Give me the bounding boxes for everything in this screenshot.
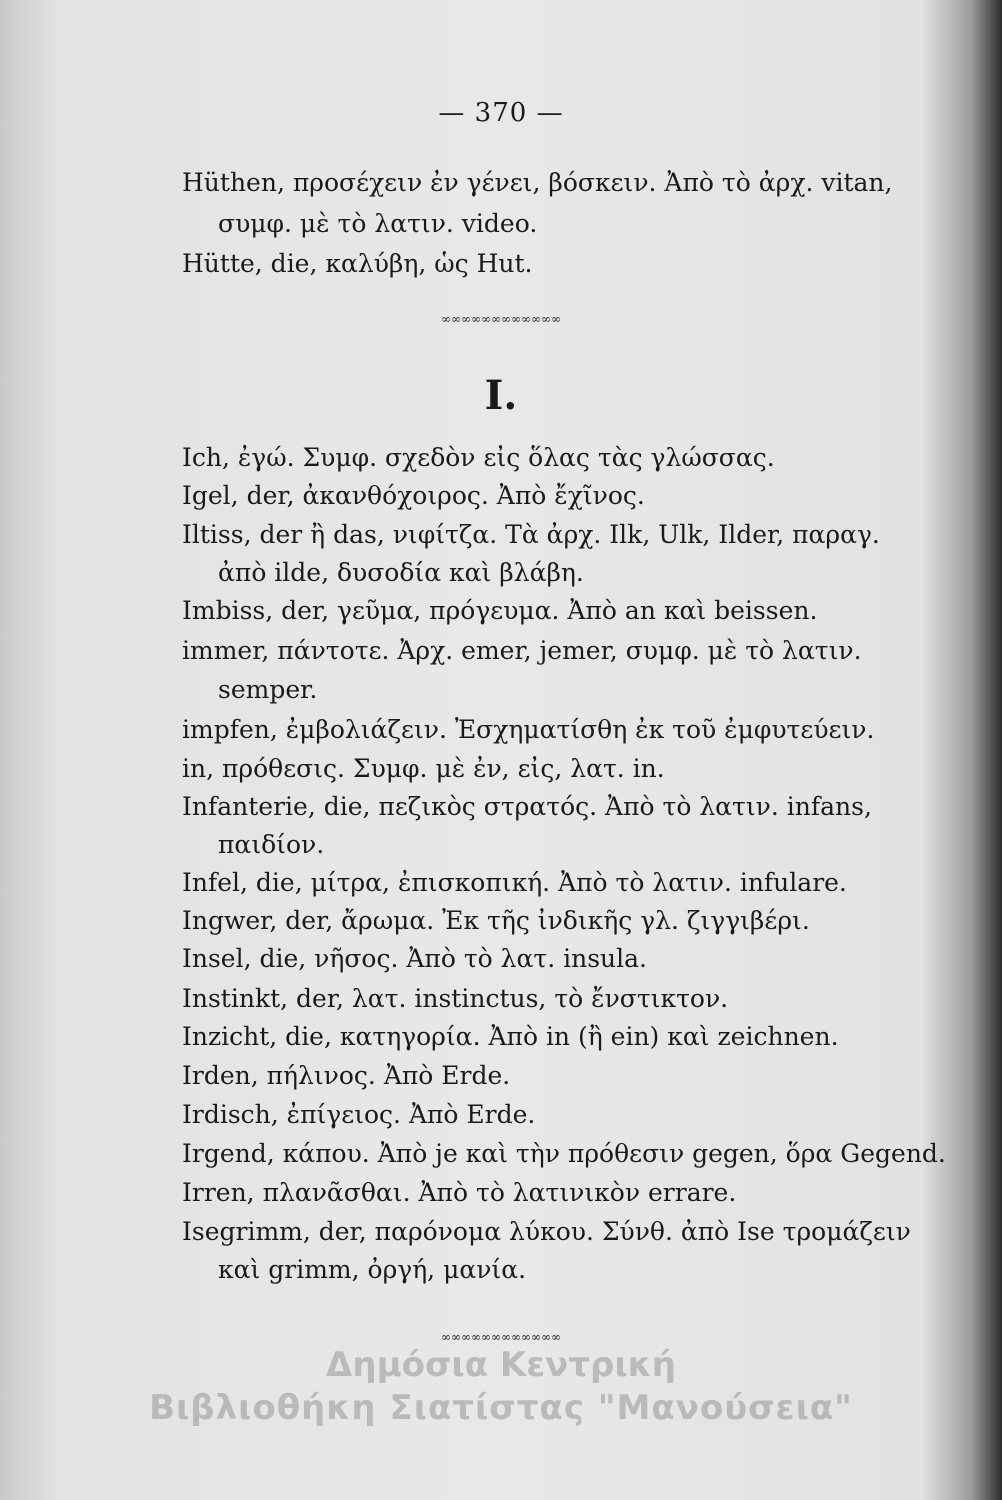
text-line: Inzicht, die, κατηγορία. Ἀπὸ in (ἢ ein) καὶ zeichnen. (182, 1022, 839, 1051)
text-line: Ingwer, der, ἄρωμα. Ἐκ τῆς ἰνδικῆς γλ. ζιγγιβέρι. (182, 906, 810, 935)
text-line: semper. (218, 675, 318, 704)
text-line: Isegrimm, der, παρόνομα λύκου. Σύνθ. ἀπὸ Ise τρομάζειν (182, 1217, 911, 1246)
text-line: Infel, die, μίτρα, ἐπισκοπική. Ἀπὸ τὸ λατιν. infulare. (182, 868, 847, 897)
ornament-divider-bottom: ∞∞∞∞∞∞∞∞∞∞∞∞ (441, 1330, 561, 1344)
text-line: συμφ. μὲ τὸ λατιν. video. (218, 209, 538, 238)
text-line: Irdisch, ἐπίγειος. Ἀπὸ Erde. (182, 1100, 536, 1129)
section-letter-heading: I. (484, 372, 518, 419)
text-line: Irden, πήλινος. Ἀπὸ Erde. (182, 1061, 511, 1090)
text-line: καὶ grimm, ὀργή, μανία. (218, 1255, 527, 1284)
text-line: παιδίον. (218, 830, 325, 859)
text-line: Hüthen, προσέχειν ἐν γένει, βόσκειν. Ἀπὸ τὸ ἀρχ. vitan, (182, 168, 893, 197)
text-line: Hütte, die, καλύβη, ὡς Hut. (182, 249, 533, 278)
text-line: Insel, die, νῆσος. Ἀπὸ τὸ λατ. insula. (182, 944, 648, 973)
text-line: Irgend, κάπου. Ἀπὸ je καὶ τὴν πρόθεσιν gegen, ὅρα Gegend. (182, 1139, 946, 1168)
library-watermark-line1: Δημόσια Κεντρική (326, 1345, 676, 1385)
text-line: in, πρόθεσις. Συμφ. μὲ ἐν, εἰς, λατ. in. (182, 754, 665, 783)
page-number: — 370 — (438, 98, 564, 128)
library-watermark-line2: Βιβλιοθήκη Σιατίστας "Μανούσεια" (149, 1388, 853, 1428)
text-line: Igel, der, ἀκανθόχοιρος. Ἀπὸ ἔχῖνος. (182, 481, 645, 510)
text-line: Ich, ἐγώ. Συμφ. σχεδὸν εἰς ὅλας τὰς γλώσσας. (182, 443, 775, 472)
text-line: Instinkt, der, λατ. instinctus, τὸ ἔνστικτον. (182, 984, 729, 1013)
text-line: impfen, ἐμβολιάζειν. Ἐσχηματίσθη ἐκ τοῦ ἐμφυτεύειν. (182, 715, 875, 744)
text-line: Irren, πλανᾶσθαι. Ἀπὸ τὸ λατινικὸν errare. (182, 1178, 737, 1207)
text-line: Imbiss, der, γεῦμα, πρόγευμα. Ἀπὸ an καὶ beissen. (182, 596, 818, 625)
text-line: immer, πάντοτε. Ἀρχ. emer, jemer, συμφ. μὲ τὸ λατιν. (182, 636, 862, 665)
ornament-divider-top: ∞∞∞∞∞∞∞∞∞∞∞∞ (441, 312, 561, 326)
text-line: ἀπὸ ilde, δυσοδία καὶ βλάβη. (218, 558, 584, 587)
text-line: Iltiss, der ἢ das, νιφίτζα. Τὰ ἀρχ. Ilk, Ulk, Ilder, παραγ. (182, 520, 880, 549)
text-line: Infanterie, die, πεζικὸς στρατός. Ἀπὸ τὸ λατιν. infans, (182, 792, 872, 821)
